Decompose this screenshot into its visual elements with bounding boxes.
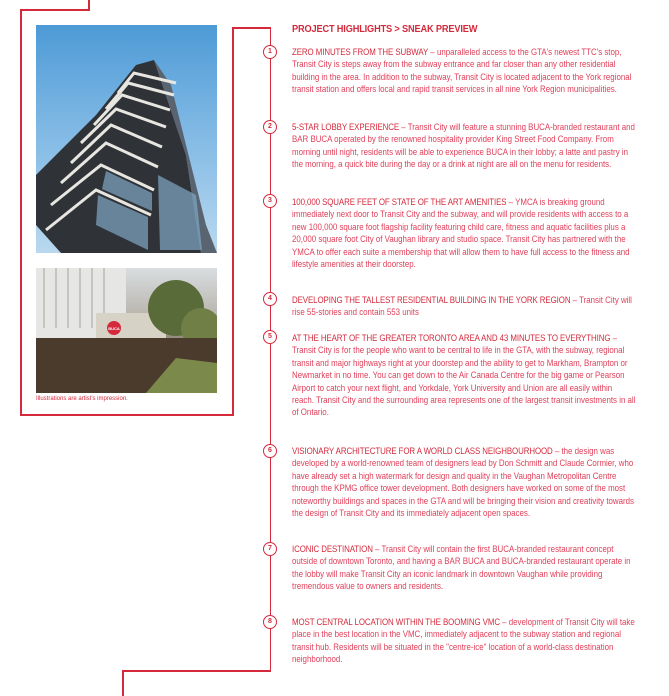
- highlight-body: – development of Transit City will take place in the best location in the VMC, immediately adjacent to the subway station and regional transit hub. Residents will be situated in the "centre-ice" location of a world-class destination neighborhood.: [292, 617, 635, 665]
- highlight-title: 5-STAR LOBBY EXPERIENCE: [292, 122, 400, 132]
- item-number-badge: 4: [263, 292, 277, 306]
- frame-line: [20, 9, 90, 11]
- street-illustration: [36, 268, 217, 393]
- highlight-title: 100,000 SQUARE FEET OF STATE OF THE ART AMENITIES: [292, 197, 507, 207]
- highlight-title: ICONIC DESTINATION: [292, 544, 373, 554]
- highlight-item: [292, 332, 636, 419]
- tower-illustration: [36, 25, 217, 253]
- highlight-title: VISIONARY ARCHITECTURE FOR A WORLD CLASS NEIGHBOURHOOD: [292, 446, 553, 456]
- highlight-item: [292, 543, 636, 593]
- frame-line: [122, 670, 271, 672]
- highlight-item: [292, 445, 636, 519]
- image-caption: Illustrations are artist's impression.: [36, 396, 128, 402]
- restaurant-image: [36, 268, 217, 393]
- highlight-body: – Transit City will rise 55-stories and contain 553 units: [292, 295, 632, 318]
- item-number-badge: 6: [263, 444, 277, 458]
- buca-sign-text: BUCA: [108, 326, 120, 331]
- highlight-title: ZERO MINUTES FROM THE SUBWAY: [292, 47, 429, 57]
- highlight-body: – Transit City is for the people who want to be central to life in the GTA, with the subway, regional transit and major highways right at your doorstep and the ability to get to Markham, Brampton or Newmarket in no time. You can get down to the Air Canada Centre for the big game or Pearson Airport to catch your next flight, and Yorkdale, York University and Union are all easily within reach. Transit City and the surrounding area represents one of the largest transit investments in all of Ontario.: [292, 333, 636, 418]
- item-number-badge: 3: [263, 194, 277, 208]
- highlight-body: – unparalleled access to the GTA's newest TTC's stop, Transit City is steps away from the subway entrance and far closer than any other residential building in the area. In addition to the subway, Transit City is located adjacent to the York regional transit station and offers local and rapid transit services in all nine York Region municipalities.: [292, 47, 632, 95]
- tower-image: [36, 25, 217, 253]
- highlight-item: [292, 121, 636, 171]
- frame-line: [122, 670, 124, 696]
- page-heading: PROJECT HIGHLIGHTS > SNEAK PREVIEW: [292, 23, 478, 35]
- frame-line: [20, 9, 22, 415]
- item-number-badge: 7: [263, 542, 277, 556]
- item-number-badge: 1: [263, 45, 277, 59]
- highlight-item: [292, 294, 636, 319]
- highlight-body: – Transit City will contain the first BUCA-branded restaurant concept outside of downtown Toronto, and having a BAR BUCA and BUCA-branded restaurant operate in the lobby will make Transit City an iconic landmark in downtown Vaughan while providing tremendous value to owners and residents.: [292, 544, 631, 592]
- highlight-item: [292, 616, 636, 666]
- highlight-body: – the design was developed by a world-renowned team of designers lead by Don Schmitt and Claude Cormier, who have already set a high watermark for design and quality in the Vaughan Metropolitan Centre through the KPMG office tower development. Both designers have worked on some of the most noteworthy buildings and spaces in the GTA and will be bringing their vision and creativity towards the design of Transit City and its immediately adjacent open spaces.: [292, 446, 634, 519]
- highlight-item: [292, 46, 636, 96]
- highlight-body: – Transit City will feature a stunning BUCA-branded restaurant and BAR BUCA operated by the renowned hospitality provider King Street Food Company. From morning until night, residents will be able to experience BUCA in their lobby; a latte and pastry in the morning, a quick bite during the day or a drink at night are all on the menu for residents.: [292, 122, 635, 170]
- highlight-body: – YMCA is breaking ground immediately next door to Transit City and the subway, and will provide residents with access to a new 100,000 square foot flagship facility featuring child care, fitness and aquatic facilities plus a 20,000 square foot City of Vaughan library and studio space. Transit City has partnered with the YMCA to offer each suite a membership that will allow them to have full access to the fitness and lifestyle amenities at their doorstep.: [292, 197, 630, 270]
- item-number-badge: 2: [263, 120, 277, 134]
- highlight-title: AT THE HEART OF THE GREATER TORONTO AREA AND 43 MINUTES TO EVERYTHING: [292, 333, 611, 343]
- highlight-title: DEVELOPING THE TALLEST RESIDENTIAL BUILDING IN THE YORK REGION: [292, 295, 571, 305]
- item-number-badge: 5: [263, 330, 277, 344]
- highlight-title: MOST CENTRAL LOCATION WITHIN THE BOOMING VMC: [292, 617, 500, 627]
- frame-line: [20, 414, 233, 416]
- highlight-item: [292, 196, 636, 270]
- frame-line: [232, 27, 271, 29]
- frame-line: [232, 27, 234, 416]
- item-number-badge: 8: [263, 615, 277, 629]
